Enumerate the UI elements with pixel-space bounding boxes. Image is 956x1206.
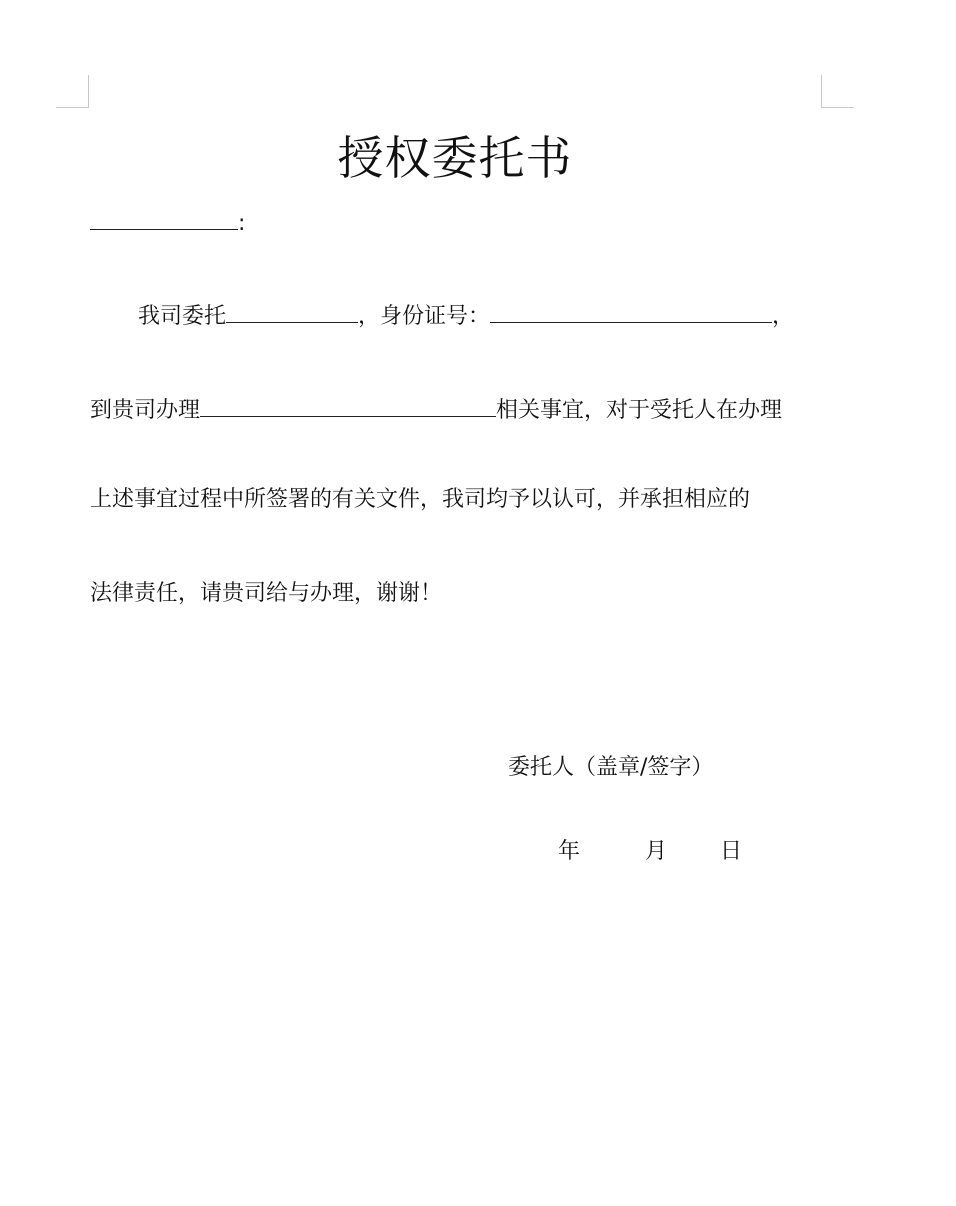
date-year-label: 年 bbox=[558, 839, 581, 864]
p1-text-c: ， bbox=[772, 304, 795, 329]
paragraph-line-3: 上述事宜过程中所签署的有关文件，我司均予以认可，并承担相应的 bbox=[90, 487, 751, 512]
page-corner-mark-top-right bbox=[821, 75, 854, 108]
p2-text-a: 到贵司办理 bbox=[90, 398, 201, 423]
addressee-colon: : bbox=[238, 211, 246, 236]
paragraph-line-4: 法律责任，请贵司给与办理，谢谢！ bbox=[90, 581, 443, 606]
document-title: 授权委托书 bbox=[337, 131, 573, 185]
agent-name-blank[interactable] bbox=[226, 298, 358, 323]
paragraph-line-2 bbox=[90, 392, 782, 427]
page-corner-mark-top-left bbox=[56, 75, 89, 108]
date-month-label: 月 bbox=[645, 839, 668, 864]
p1-text-b: ，身份证号： bbox=[358, 304, 491, 329]
paragraph-line-1 bbox=[90, 298, 794, 333]
p2-text-b: 相关事宜，对于受托人在办理 bbox=[496, 398, 783, 423]
signature-label: 委托人（盖章/签字） bbox=[508, 755, 714, 780]
p1-text-a: 我司委托 bbox=[138, 304, 227, 329]
id-number-blank[interactable] bbox=[490, 298, 772, 323]
matter-blank[interactable] bbox=[200, 392, 496, 417]
addressee-line bbox=[90, 205, 245, 240]
addressee-blank[interactable] bbox=[90, 205, 238, 230]
date-day-label: 日 bbox=[720, 839, 743, 864]
